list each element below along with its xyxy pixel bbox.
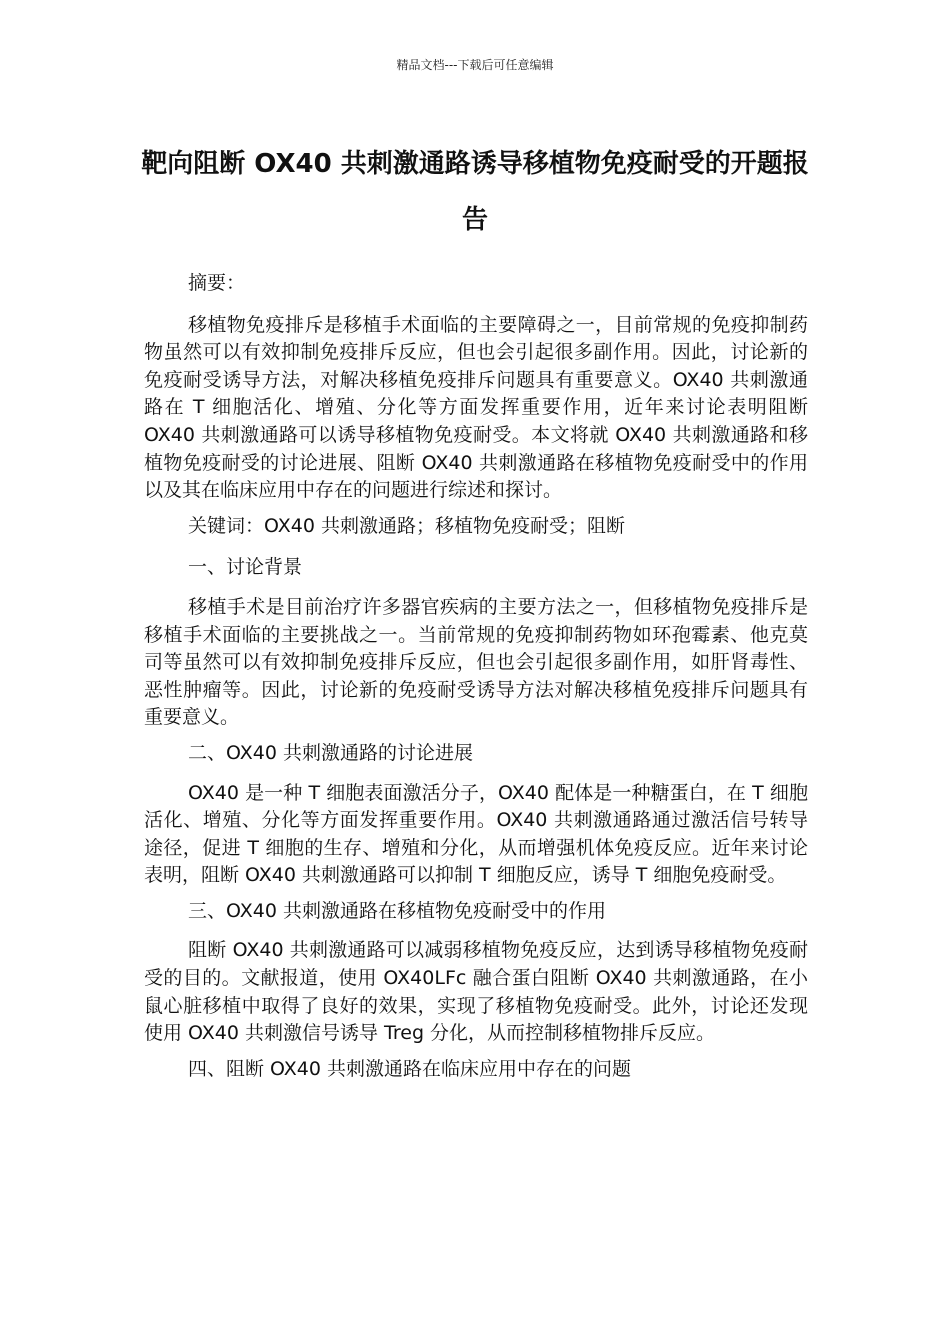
header-note: 精品文档---下载后可任意编辑 [396, 58, 554, 72]
keywords-line: 关键词：OX40 共刺激通路；移植物免疫耐受；阻断 [188, 514, 625, 537]
section-heading-ox40-role: 三、OX40 共刺激通路在移植物免疫耐受中的作用 [188, 899, 606, 922]
document-body [144, 270, 808, 1095]
abstract-label: 摘要： [188, 272, 246, 294]
section-heading-ox40-progress: 二、OX40 共刺激通路的讨论进展 [188, 741, 473, 764]
section-paragraph-background: 移植手术是目前治疗许多器官疾病的主要方法之一，但移植物免疫排斥是移植手术面临的主要挑战之一。当前常规的免疫抑制药物如环孢霉素、他克莫司等虽然可以有效抑制免疫排斥反应，但也会引起很多副作用，如肝肾毒性、恶性肿瘤等。因此，讨论新的免疫耐受诱导方法对解决移植免疫排斥问题具有重要意义。 [144, 595, 808, 729]
section-heading-clinical-issues: 四、阻断 OX40 共刺激通路在临床应用中存在的问题 [188, 1057, 632, 1080]
section-heading-background: 一、讨论背景 [188, 556, 303, 579]
section-paragraph-ox40-role: 阻断 OX40 共刺激通路可以减弱移植物免疫反应，达到诱导移植物免疫耐受的目的。文献报道，使用 OX40LFc 融合蛋白阻断 OX40 共刺激通路，在小鼠心脏移植中取得了良好的效果，实现了移植物免疫耐受。此外，讨论还发现使用 OX40 共刺激信号诱导 Treg 分化，从而控制移植物排斥反应。 [144, 939, 808, 1045]
document-title: 靶向阻断 OX40 共刺激通路诱导移植物免疫耐受的开题报告 [141, 149, 809, 235]
section-paragraph-ox40-progress: OX40 是一种 T 细胞表面激活分子，OX40 配体是一种糖蛋白，在 T 细胞活化、增殖、分化等方面发挥重要作用。OX40 共刺激通路通过激活信号转导途径，促进 T 细胞的生存、增殖和分化，从而增强机体免疫反应。近年来讨论表明，阻断 OX40 共刺激通路可以抑制 T 细胞反应，诱导 T 细胞免疫耐受。 [144, 781, 808, 887]
abstract-paragraph: 移植物免疫排斥是移植手术面临的主要障碍之一，目前常规的免疫抑制药物虽然可以有效抑制免疫排斥反应，但也会引起很多副作用。因此，讨论新的免疫耐受诱导方法，对解决移植免疫排斥问题具有重要意义。OX40 共刺激通路在 T 细胞活化、增殖、分化等方面发挥重要作用，近年来讨论表明阻断 OX40 共刺激通路可以诱导移植物免疫耐受。本文将就 OX40 共刺激通路和移植物免疫耐受的讨论进展、阻断 OX40 共刺激通路在移植物免疫耐受中的作用以及其在临床应用中存在的问题进行综述和探讨。 [144, 313, 808, 502]
